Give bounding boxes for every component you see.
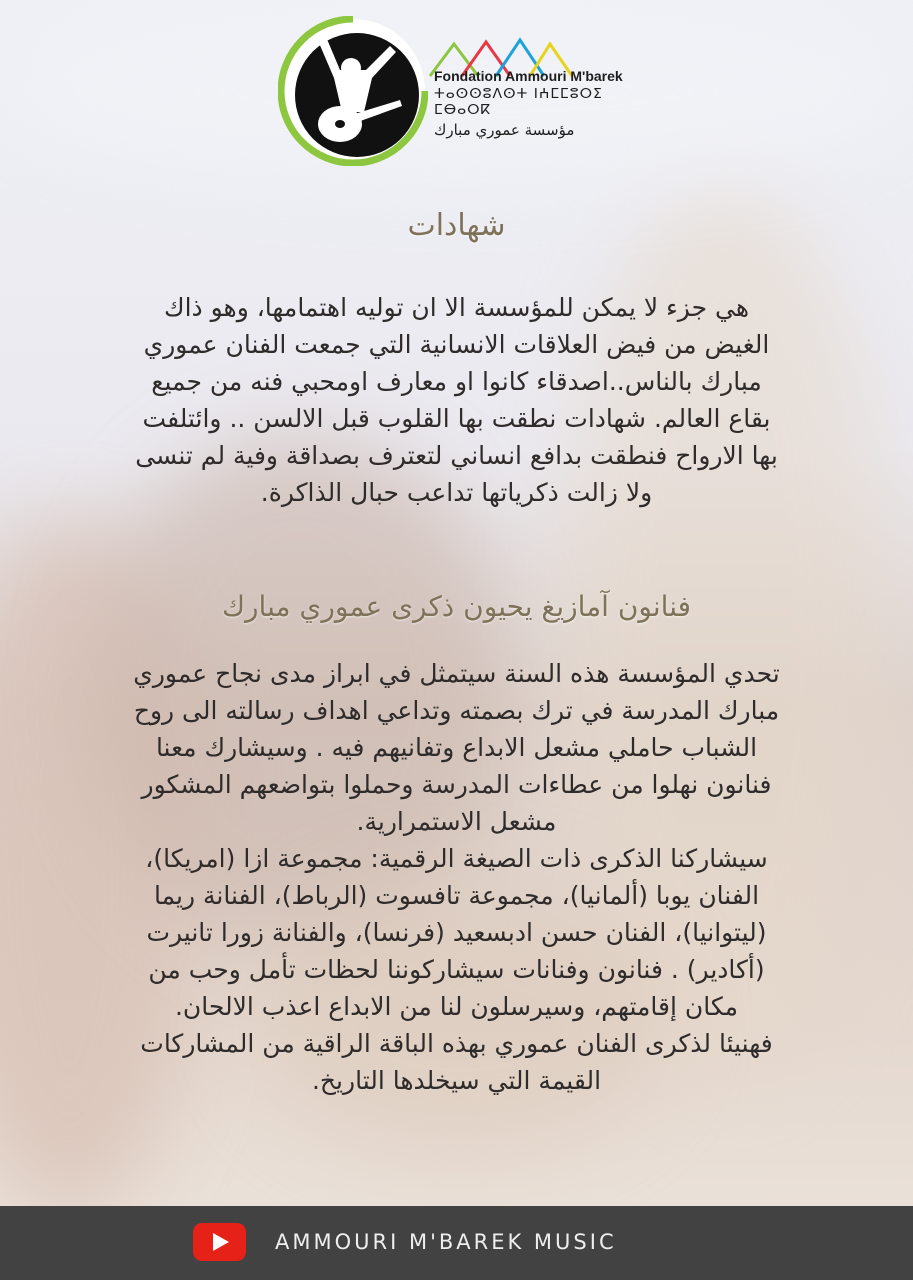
paragraph-line: فهنيئا لذكرى الفنان عموري بهذه الباقة الراقية من المشاركات: [140, 1029, 773, 1058]
foundation-logo: [278, 16, 638, 166]
section-title-amazigh-artists: فنانون آمازيغ يحيون ذكرى عموري مبارك: [221, 590, 692, 623]
paragraph-line: تحدي المؤسسة هذه السنة سيتمثل في ابراز مدى نجاح عموري: [133, 659, 780, 688]
paragraph-line: فنانون نهلوا من عطاءات المدرسة وحملوا بتواضعهم المشكور: [141, 770, 772, 799]
paragraph-line: مشعل الاستمرارية.: [356, 807, 557, 836]
paragraph-line: الفنان يوبا (ألمانيا)، مجموعة تافسوت (الرباط)، الفنانة ريما: [153, 881, 760, 910]
footer-bar: [0, 1206, 913, 1280]
paragraph-line: بقاع العالم. شهادات نطقت بها القلوب قبل الالسن .. وائتلفت: [142, 404, 771, 433]
youtube-channel-link[interactable]: AMMOURI M'BAREK MUSIC: [275, 1230, 617, 1254]
paragraph-line: ولا زالت ذكرياتها تداعب حبال الذاكرة.: [260, 478, 653, 507]
logo-name-arabic: مؤسسة عموري مبارك: [434, 121, 575, 139]
testimonials-paragraph: [50, 289, 863, 511]
paragraph-line: سيشاركنا الذكرى ذات الصيغة الرقمية: مجموعة ازا (امريكا)،: [145, 844, 768, 873]
paragraph-line: مبارك بالناس..اصدقاء كانوا او معارف اومحبي فنه من جميع: [151, 367, 762, 396]
paragraph-line: الغيض من فيض العلاقات الانسانية التي جمعت الفنان عموري: [143, 330, 770, 359]
logo-name-french: Fondation Ammouri M'barek: [434, 68, 623, 84]
guitarist-emblem-icon: [278, 16, 428, 166]
artists-paragraph: [50, 655, 863, 1099]
paragraph-line: بها الارواح فنطقت بدافع انساني لتعترف بصداقة وفية لم تنسى: [135, 441, 778, 470]
paragraph-line: القيمة التي سيخلدها التاريخ.: [311, 1066, 602, 1095]
paragraph-line: هي جزء لا يمكن للمؤسسة الا ان توليه اهتمامها، وهو ذاك: [163, 293, 750, 322]
paragraph-line: مكان إقامتهم، وسيرسلون لنا من الابداع اعذب الالحان.: [174, 992, 739, 1021]
paragraph-line: مبارك المدرسة في ترك بصمته وتداعي اهداف رسالته الى روح: [133, 696, 780, 725]
youtube-icon[interactable]: [193, 1223, 246, 1261]
section-title-testimonials: شهادات: [407, 208, 506, 243]
paragraph-line: (أكادير) . فنانون وفنانات سيشاركوننا لحظات تأمل وحب من: [148, 955, 765, 984]
logo-wordmark: [434, 68, 639, 139]
logo-name-tifinagh: ⵜⴰⵙⵙⵓⴷⵙⵜ ⵏⵄⵎⵎⵓⵔⵉ ⵎⴱⴰⵔⴽ: [434, 86, 603, 118]
paragraph-line: الشباب حاملي مشعل الابداع وتفانيهم فيه . وسيشارك معنا: [155, 733, 758, 762]
paragraph-line: (ليتوانيا)، الفنان حسن ادبسعيد (فرنسا)، والفنانة زورا تانيرت: [146, 918, 767, 947]
